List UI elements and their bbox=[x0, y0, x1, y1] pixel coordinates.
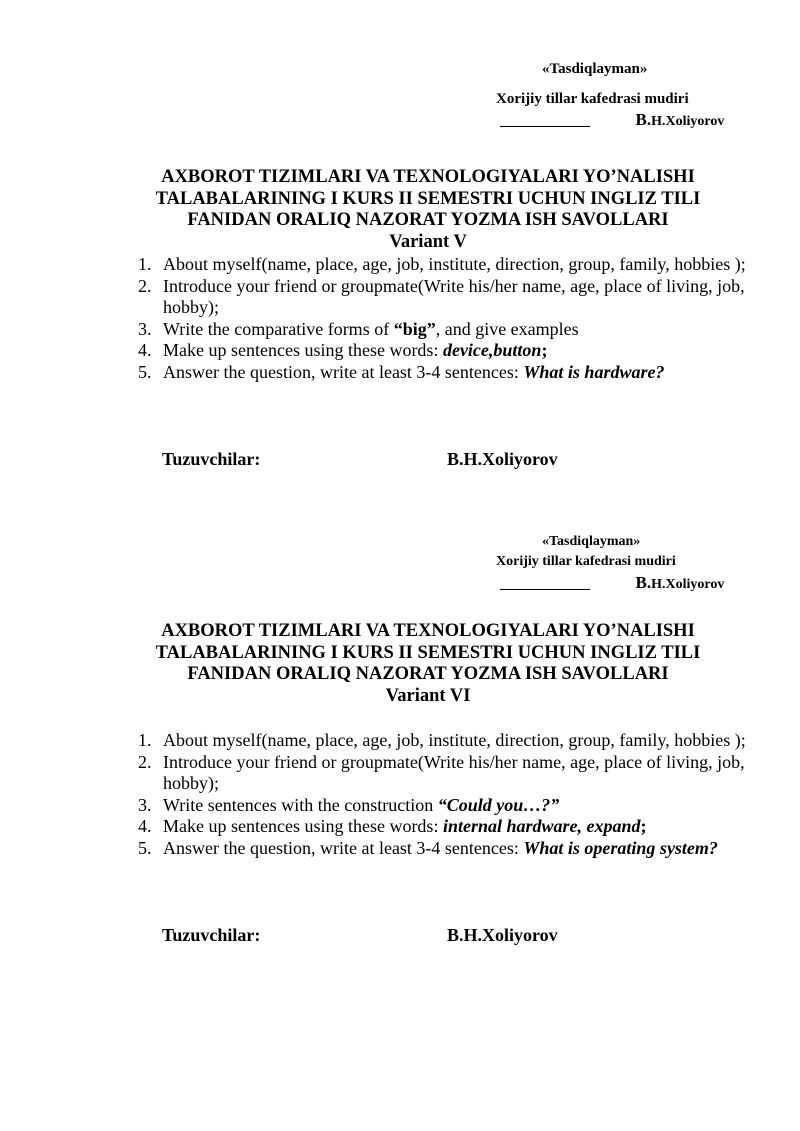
signer-name: H.Xoliyorov bbox=[651, 577, 725, 592]
approval-title: «Tasdiqlayman» bbox=[542, 534, 641, 549]
title-line-3: FANIDAN ORALIQ NAZORAT YOZMA ISH SAVOLLARI bbox=[187, 210, 669, 230]
signer-name: H.Xoliyorov bbox=[651, 114, 725, 129]
question-item: 3. Write the comparative forms of “big”, and give examples bbox=[138, 318, 579, 339]
page-title bbox=[0, 621, 800, 707]
question-item: 5. Answer the question, write at least 3-4 sentences: What is hardware? bbox=[138, 361, 665, 382]
question-item: 4. Make up sentences using these words: internal hardware, expand; bbox=[138, 816, 647, 836]
question-item: 4. Make up sentences using these words: device,button; bbox=[138, 340, 548, 360]
signer-initial: B. bbox=[635, 110, 652, 129]
compiler-label: Tuzuvchilar: bbox=[162, 925, 261, 945]
compiler-name: B.H.Xoliyorov bbox=[447, 449, 558, 469]
variant-label: Variant VI bbox=[385, 685, 471, 706]
question-list bbox=[138, 254, 748, 383]
title-line-3: FANIDAN ORALIQ NAZORAT YOZMA ISH SAVOLLARI bbox=[187, 664, 669, 684]
question-item: 5. Answer the question, write at least 3-4 sentences: What is operating system? bbox=[138, 837, 718, 858]
question-item: 3. Write sentences with the construction “Could you…?” bbox=[138, 794, 560, 815]
question-item: 1. About myself(name, place, age, job, institute, direction, group, family, hobbies ); bbox=[138, 730, 746, 750]
signature-line: ____________ bbox=[500, 576, 590, 592]
compiler-name: B.H.Xoliyorov bbox=[447, 925, 558, 945]
approval-position: Xorijiy tillar kafedrasi mudiri bbox=[496, 554, 676, 569]
compiler-label: Tuzuvchilar: bbox=[162, 449, 261, 469]
question-item: 1. About myself(name, place, age, job, institute, direction, group, family, hobbies ); bbox=[138, 254, 746, 274]
signer-initial: B. bbox=[635, 573, 652, 592]
title-line-2: TALABALARINING I KURS II SEMESTRI UCHUN INGLIZ TILI bbox=[155, 188, 701, 209]
question-item: 2. Introduce your friend or groupmate(Write his/her name, age, place of living, job, hobby); bbox=[138, 275, 745, 317]
question-list bbox=[138, 730, 748, 859]
approval-position: Xorijiy tillar kafedrasi mudiri bbox=[496, 91, 689, 107]
page-title bbox=[0, 167, 800, 253]
approval-title: «Tasdiqlayman» bbox=[542, 61, 648, 77]
question-item: 2. Introduce your friend or groupmate(Write his/her name, age, place of living, job, hobby); bbox=[138, 751, 745, 793]
approval-signature bbox=[500, 110, 724, 130]
title-line-1: AXBOROT TIZIMLARI VA TEXNOLOGIYALARI YO’NALISHI bbox=[161, 167, 695, 187]
signature-line: ____________ bbox=[500, 113, 590, 129]
variant-label: Variant V bbox=[389, 231, 467, 252]
approval-signature bbox=[500, 573, 724, 593]
title-line-2: TALABALARINING I KURS II SEMESTRI UCHUN INGLIZ TILI bbox=[155, 642, 701, 663]
title-line-1: AXBOROT TIZIMLARI VA TEXNOLOGIYALARI YO’NALISHI bbox=[161, 621, 695, 641]
